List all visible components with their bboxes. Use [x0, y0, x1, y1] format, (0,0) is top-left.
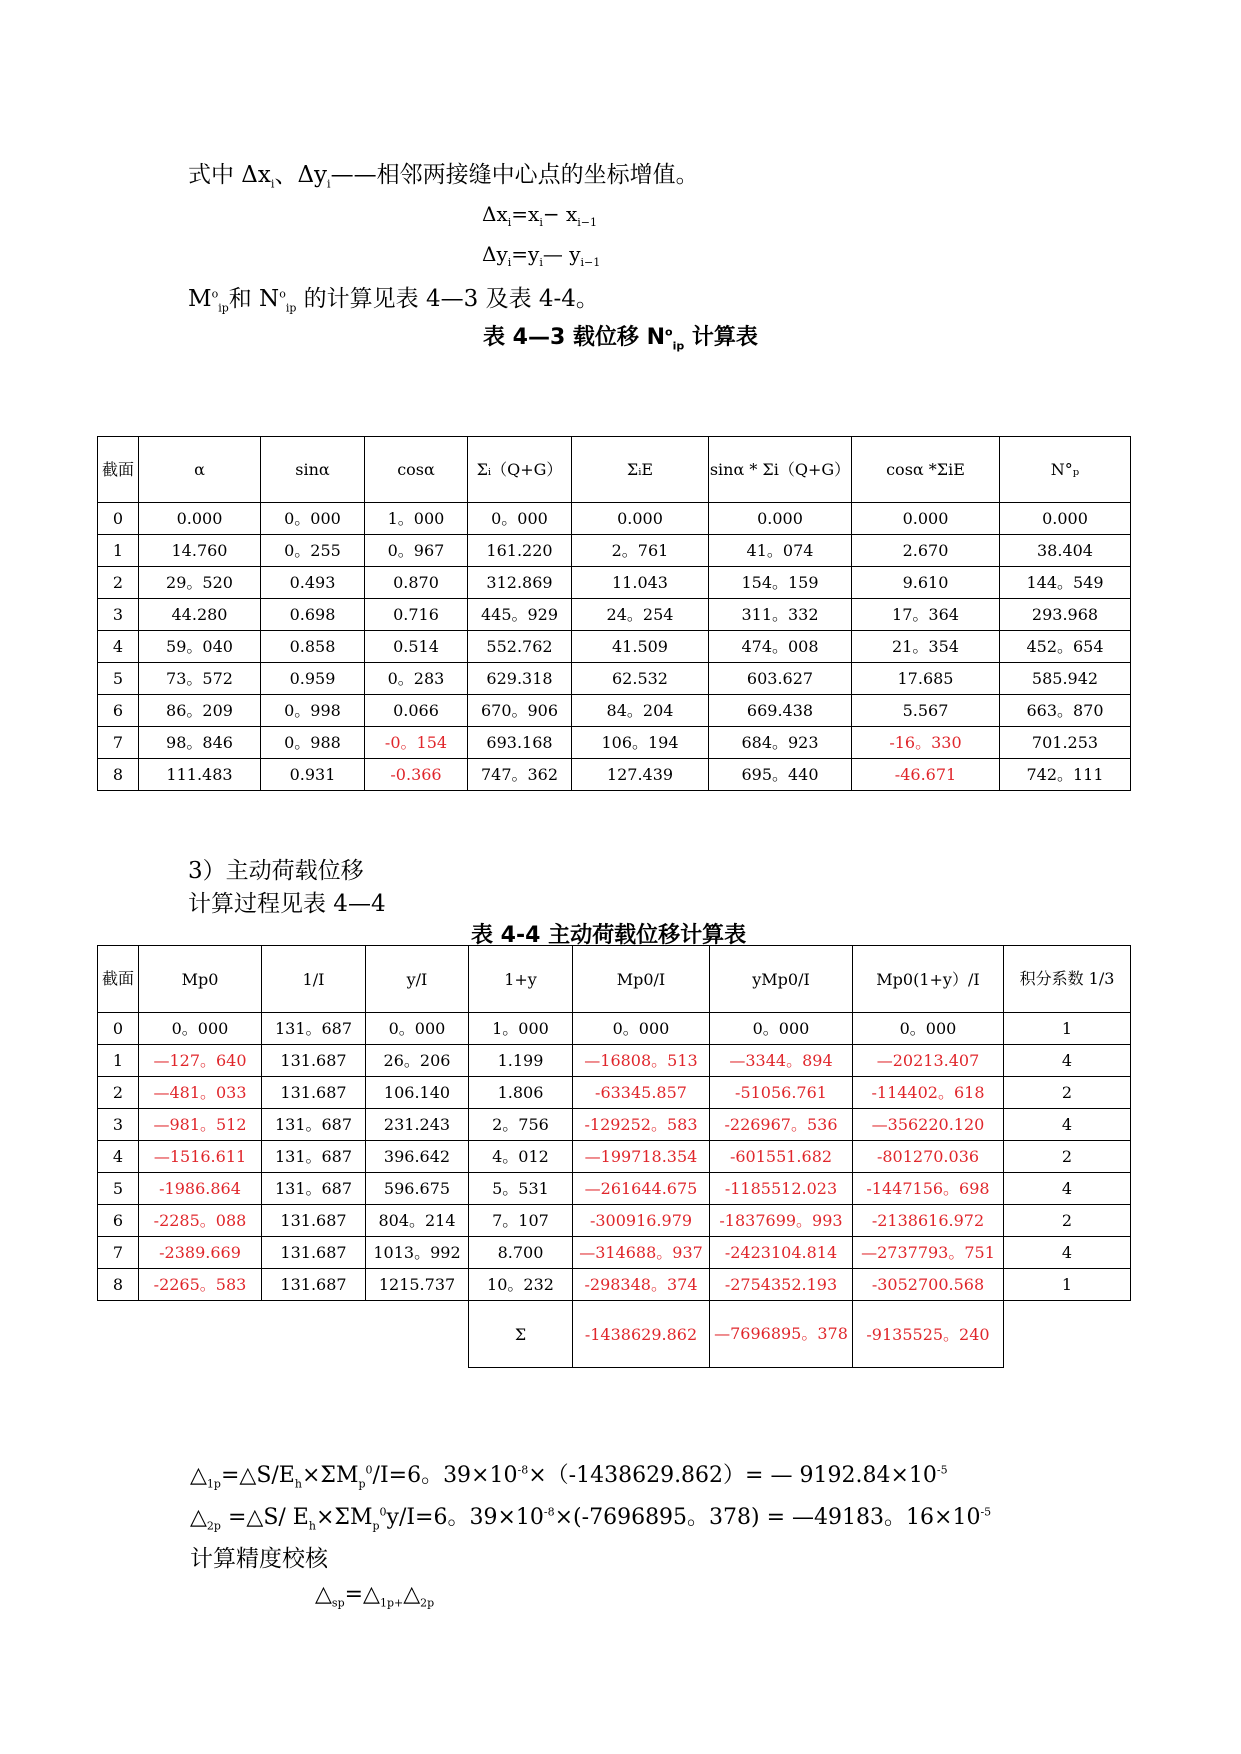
table-cell: -0.366 [365, 759, 468, 791]
table-cell: 293.968 [1000, 599, 1131, 631]
table-cell: 144。549 [1000, 567, 1131, 599]
table-cell: 0。998 [261, 695, 365, 727]
table-row [98, 663, 1131, 695]
table-cell: 2 [98, 1077, 139, 1109]
table-cell: 11.043 [572, 567, 709, 599]
table-cell: 0。000 [139, 1013, 262, 1045]
table-cell: 701.253 [1000, 727, 1131, 759]
table-cell: -3052700.568 [853, 1269, 1004, 1301]
table-cell: 98。846 [139, 727, 261, 759]
table-row [98, 727, 1131, 759]
header-cell: cosα *ΣiE [852, 437, 1000, 503]
table-cell: 106.140 [366, 1077, 469, 1109]
table-cell: 684。923 [709, 727, 852, 759]
table-cell: 4 [1004, 1109, 1131, 1141]
table-cell: —481。033 [139, 1077, 262, 1109]
table-cell: 86。209 [139, 695, 261, 727]
table-cell: 1 [1004, 1269, 1131, 1301]
table-cell: 7 [98, 1237, 139, 1269]
table-cell: 127.439 [572, 759, 709, 791]
table-cell: 2 [1004, 1205, 1131, 1237]
table-cell: 742。111 [1000, 759, 1131, 791]
header-cell: sinα [261, 437, 365, 503]
table-cell: —261644.675 [573, 1173, 710, 1205]
table-cell: 1.806 [469, 1077, 573, 1109]
table-cell: 0.870 [365, 567, 468, 599]
table-cell: -226967。536 [710, 1109, 853, 1141]
header-cell: cosα [365, 437, 468, 503]
table2-title: 表 4-4 主动荷载位移计算表 [471, 923, 747, 948]
table-cell: 1215.737 [366, 1269, 469, 1301]
deltasp-equation: $\triangle_{sp}=\triangle_{1p+}\triangle_{2p}$ [315, 1582, 435, 1610]
sum-mp0-i: -1438629.862 [573, 1301, 710, 1368]
table-cell: —127。640 [139, 1045, 262, 1077]
table-cell: 0。000 [366, 1013, 469, 1045]
header-cell: 截面 [98, 437, 139, 503]
header-cell: 1+y [469, 946, 573, 1013]
sum-row [98, 1301, 1131, 1368]
table-cell: 26。206 [366, 1045, 469, 1077]
table-cell: 1.199 [469, 1045, 573, 1077]
table-cell: -300916.979 [573, 1205, 710, 1237]
table-row [98, 1141, 1131, 1173]
table-cell: 161.220 [468, 535, 572, 567]
table-cell: 0。255 [261, 535, 365, 567]
table-cell: —314688。937 [573, 1237, 710, 1269]
table-row [98, 503, 1131, 535]
formula-intro: 式中 $\Delta x_i$、$\Delta y_i——$相邻两接缝中心点的坐标增值。 [188, 162, 699, 191]
table-row [98, 695, 1131, 727]
table-row [98, 535, 1131, 567]
header-cell: sinα * Σi（Q+G） [709, 437, 852, 503]
table-cell: 131.687 [262, 1237, 366, 1269]
header-cell: Mp0 [139, 946, 262, 1013]
table-cell: 0。283 [365, 663, 468, 695]
table-cell: 41.509 [572, 631, 709, 663]
table-cell: 474。008 [709, 631, 852, 663]
header-cell: Mp0/I [573, 946, 710, 1013]
table-cell: 0 [98, 503, 139, 535]
table-cell: 8 [98, 1269, 139, 1301]
table-cell: —20213.407 [853, 1045, 1004, 1077]
table-cell: 4 [98, 631, 139, 663]
table-cell: —16808。513 [573, 1045, 710, 1077]
table-cell: 603.627 [709, 663, 852, 695]
table-cell: -46.671 [852, 759, 1000, 791]
table-cell: 1013。992 [366, 1237, 469, 1269]
table-cell: —199718.354 [573, 1141, 710, 1173]
table-cell: 670。906 [468, 695, 572, 727]
table-cell: 0.066 [365, 695, 468, 727]
table-cell: 0.514 [365, 631, 468, 663]
header-cell: Σᵢ（Q+G） [468, 437, 572, 503]
calc-reference: $M^o_{ip}$和 $N^o_{ip}$ 的计算见表 4—3 及表 4-4。 [188, 286, 599, 315]
table-row [98, 1013, 1131, 1045]
table-cell: 38.404 [1000, 535, 1131, 567]
table-cell: -51056.761 [710, 1077, 853, 1109]
table-cell: 0.000 [572, 503, 709, 535]
table-cell: 0.000 [852, 503, 1000, 535]
table-cell: -114402。618 [853, 1077, 1004, 1109]
header-cell: ΣᵢE [572, 437, 709, 503]
table-row [98, 1269, 1131, 1301]
table-cell: 311。332 [709, 599, 852, 631]
table-cell: -1837699。993 [710, 1205, 853, 1237]
table-cell: 131.687 [262, 1205, 366, 1237]
table-cell: 2。756 [469, 1109, 573, 1141]
table-cell: —981。512 [139, 1109, 262, 1141]
table-cell: 445。929 [468, 599, 572, 631]
table-cell: 0 [98, 1013, 139, 1045]
table-cell: 17。364 [852, 599, 1000, 631]
table-cell: -2754352.193 [710, 1269, 853, 1301]
table-cell: 585.942 [1000, 663, 1131, 695]
table-cell: 695。440 [709, 759, 852, 791]
table-cell: 0.931 [261, 759, 365, 791]
table1-body [98, 503, 1131, 791]
calc-note: 计算过程见表 4—4 [188, 891, 386, 917]
table-cell: 0。000 [261, 503, 365, 535]
table-cell: 21。354 [852, 631, 1000, 663]
table-cell: 629.318 [468, 663, 572, 695]
header-cell: yMp0/I [710, 946, 853, 1013]
table-cell: 4 [1004, 1045, 1131, 1077]
table-cell: 131。687 [262, 1141, 366, 1173]
table-cell: 0.716 [365, 599, 468, 631]
table-cell: -16。330 [852, 727, 1000, 759]
table-cell: -129252。583 [573, 1109, 710, 1141]
table-cell: -2389.669 [139, 1237, 262, 1269]
table-cell: -63345.857 [573, 1077, 710, 1109]
table-cell: 1。000 [469, 1013, 573, 1045]
header-cell: y/I [366, 946, 469, 1013]
table-cell: 6 [98, 695, 139, 727]
table-cell: 1。000 [365, 503, 468, 535]
table-cell: 0.959 [261, 663, 365, 695]
table-cell: 231.243 [366, 1109, 469, 1141]
table-cell: -0。154 [365, 727, 468, 759]
table-cell: 0.858 [261, 631, 365, 663]
table-row [98, 599, 1131, 631]
table-cell: 4 [1004, 1173, 1131, 1205]
table-cell: 24。254 [572, 599, 709, 631]
table-row [98, 1237, 1131, 1269]
table-cell: 1 [98, 535, 139, 567]
table-cell: 663。870 [1000, 695, 1131, 727]
table-row [98, 1045, 1131, 1077]
table-cell: 669.438 [709, 695, 852, 727]
table-cell: 62.532 [572, 663, 709, 695]
table-row [98, 1173, 1131, 1205]
table-cell: —1516.611 [139, 1141, 262, 1173]
table-cell: 29。520 [139, 567, 261, 599]
table-row [98, 759, 1131, 791]
table-cell: 8 [98, 759, 139, 791]
table-row [98, 1205, 1131, 1237]
table-cell: 2。761 [572, 535, 709, 567]
table-cell: 131。687 [262, 1173, 366, 1205]
table-cell: 1 [1004, 1013, 1131, 1045]
table-cell: 1 [98, 1045, 139, 1077]
header-cell: 1/I [262, 946, 366, 1013]
table-cell: —356220.120 [853, 1109, 1004, 1141]
table-cell: 73。572 [139, 663, 261, 695]
table-cell: -2423104.814 [710, 1237, 853, 1269]
table-cell: 131。687 [262, 1109, 366, 1141]
table-row [98, 1109, 1131, 1141]
table-cell: 7 [98, 727, 139, 759]
table-cell: -298348。374 [573, 1269, 710, 1301]
table-cell: 131.687 [262, 1269, 366, 1301]
table-cell: 44.280 [139, 599, 261, 631]
table-cell: 5 [98, 663, 139, 695]
dx-formula: $\Delta x_i=x_i- x_{i-1}$ [482, 202, 597, 229]
table-cell: 131.687 [262, 1045, 366, 1077]
table-cell: 5。531 [469, 1173, 573, 1205]
table-cell: 0。967 [365, 535, 468, 567]
table-cell: 8.700 [469, 1237, 573, 1269]
table-cell: 596.675 [366, 1173, 469, 1205]
sum-mp0-1y-i: -9135525。240 [853, 1301, 1004, 1368]
table-cell: 131.687 [262, 1077, 366, 1109]
table-cell: 2 [98, 567, 139, 599]
header-cell: Mp0(1+y）/I [853, 946, 1004, 1013]
sum-label: Σ [469, 1301, 573, 1368]
table-cell: 0。988 [261, 727, 365, 759]
table-cell: 84。204 [572, 695, 709, 727]
table-cell: 552.762 [468, 631, 572, 663]
table-cell: -1447156。698 [853, 1173, 1004, 1205]
table-cell: 4 [1004, 1237, 1131, 1269]
table-cell: -1986.864 [139, 1173, 262, 1205]
header-cell: α [139, 437, 261, 503]
table-cell: 396.642 [366, 1141, 469, 1173]
table-cell: 7。107 [469, 1205, 573, 1237]
table-cell: 0.000 [709, 503, 852, 535]
table-cell: 4 [98, 1141, 139, 1173]
table-cell: 747。362 [468, 759, 572, 791]
table-cell: 693.168 [468, 727, 572, 759]
table-cell: 3 [98, 1109, 139, 1141]
table-cell: 5.567 [852, 695, 1000, 727]
section-heading: 3）主动荷载位移 [188, 858, 364, 884]
table-row [98, 567, 1131, 599]
table1-header-row [98, 437, 1131, 503]
table-4-4 [97, 945, 1131, 1368]
table2-header-row [98, 946, 1131, 1013]
table-cell: 3 [98, 599, 139, 631]
table-cell: -2265。583 [139, 1269, 262, 1301]
table-cell: -601551.682 [710, 1141, 853, 1173]
table-cell: 0.698 [261, 599, 365, 631]
table-cell: -2138616.972 [853, 1205, 1004, 1237]
table-cell: 9.610 [852, 567, 1000, 599]
table-cell: -2285。088 [139, 1205, 262, 1237]
precision-check: 计算精度校核 [190, 1546, 328, 1572]
table-cell: —2737793。751 [853, 1237, 1004, 1269]
delta2p-equation: $\triangle_{2p}$ =△S/ $E_h\times\Sigma M_p^0y/I=6$。$39\times 10^{-8}\times(-7696895$。378) = —49183。$16\times 10^{-5}$ [190, 1505, 992, 1533]
table-cell: 10。232 [469, 1269, 573, 1301]
table-cell: 106。194 [572, 727, 709, 759]
table-cell: 0.493 [261, 567, 365, 599]
table-cell: 0。000 [853, 1013, 1004, 1045]
table-cell: 6 [98, 1205, 139, 1237]
delta1p-equation: $\triangle_{1p}=\triangle S/E_h\times\Sigma M_p^0/I=6$。$39\times 10^{-8}\times(-1438629.862)=$ — $9192.84\times 10^{-5}$ [190, 1463, 948, 1491]
table-row [98, 631, 1131, 663]
dy-formula: $\Delta y_i=y_i—$ $y_{i-1}$ [482, 242, 601, 269]
sum-ymp0-i: —7696895。378 [710, 1301, 853, 1368]
table-cell: -1185512.023 [710, 1173, 853, 1205]
table-row [98, 1077, 1131, 1109]
table2-body [98, 1013, 1131, 1301]
table1-title: 表 4—3 载位移 $N^o_{ip}$ 计算表 [483, 325, 758, 353]
table-4-3 [97, 436, 1131, 791]
table-cell: —3344。894 [710, 1045, 853, 1077]
header-cell: 积分系数 1/3 [1004, 946, 1131, 1013]
table-cell: 312.869 [468, 567, 572, 599]
table-cell: 4。012 [469, 1141, 573, 1173]
table-cell: 0.000 [1000, 503, 1131, 535]
table-cell: 59。040 [139, 631, 261, 663]
table-cell: 17.685 [852, 663, 1000, 695]
table-cell: 111.483 [139, 759, 261, 791]
table-cell: 0。000 [710, 1013, 853, 1045]
table-cell: 0。000 [573, 1013, 710, 1045]
table-cell: -801270.036 [853, 1141, 1004, 1173]
table-cell: 154。159 [709, 567, 852, 599]
table-cell: 131。687 [262, 1013, 366, 1045]
table-cell: 0.000 [139, 503, 261, 535]
header-cell: N°ₚ [1000, 437, 1131, 503]
header-cell: 截面 [98, 946, 139, 1013]
table-cell: 2 [1004, 1077, 1131, 1109]
table-cell: 452。654 [1000, 631, 1131, 663]
table-cell: 804。214 [366, 1205, 469, 1237]
table-cell: 0。000 [468, 503, 572, 535]
table-cell: 14.760 [139, 535, 261, 567]
table-cell: 2 [1004, 1141, 1131, 1173]
table-cell: 2.670 [852, 535, 1000, 567]
table-cell: 5 [98, 1173, 139, 1205]
table-cell: 41。074 [709, 535, 852, 567]
